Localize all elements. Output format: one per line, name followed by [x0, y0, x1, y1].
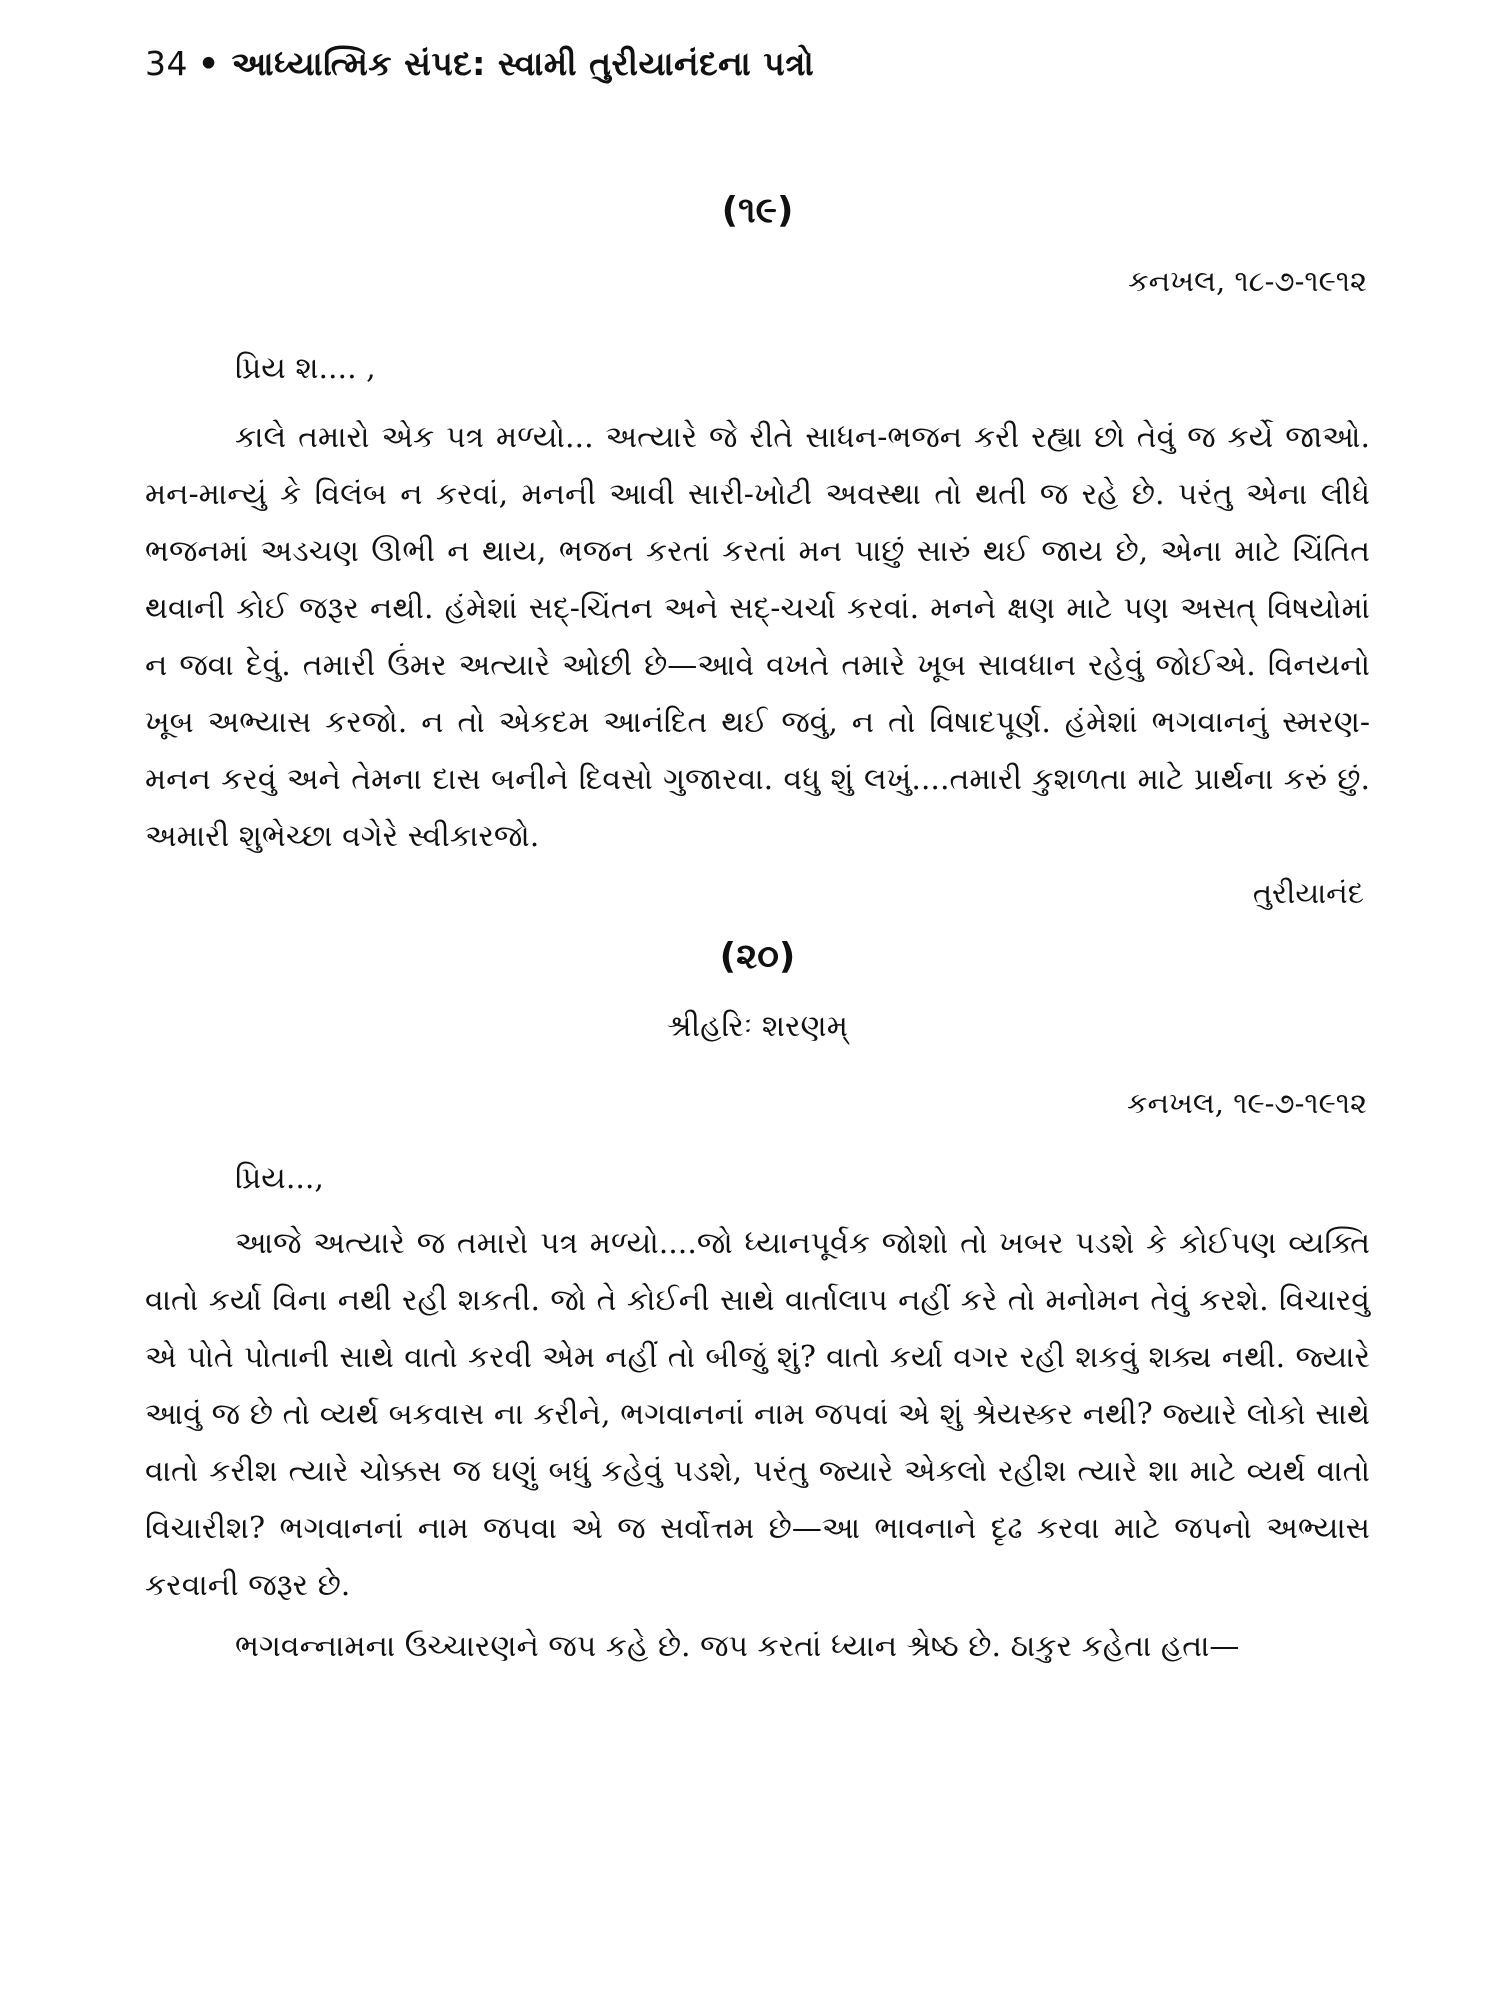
letter-salutation: પ્રિય શ.... , — [235, 351, 376, 386]
running-header — [145, 44, 1370, 84]
header-bullet: • — [198, 44, 220, 83]
letter-salutation: પ્રિય..., — [235, 1161, 324, 1196]
letter-20 — [145, 935, 1370, 1675]
letter-signature: તુરીયાનંદ — [1252, 876, 1364, 910]
letter-body-paragraph: ભગવન્નામના ઉચ્ચારણને જપ કહે છે. જપ કરતાં ધ્યાન શ્રેષ્ઠ છે. ઠાકુર કહેતા હતા— — [235, 1629, 1240, 1664]
letter-19 — [145, 189, 1370, 913]
letter-dateline: કનખલ, ૧૯-૭-૧૯૧૨ — [1126, 1086, 1367, 1120]
page-number: 34 — [145, 44, 188, 83]
letter-number: (૧૯) — [721, 190, 794, 231]
letter-invocation: શ્રીહરિઃ શરણમ્ — [667, 1009, 848, 1044]
book-title: આધ્યાત્મિક સંપદ: સ્વામી તુરીયાનંદના પત્રો — [231, 44, 815, 83]
letter-dateline: કનખલ, ૧૮-૭-૧૯૧૨ — [1128, 264, 1367, 298]
letter-body-paragraph: કાલે તમારો એક પત્ર મળ્યો... અત્યારે જે રીતે સાધન-ભજન કરી રહ્યા છો તેવું જ કર્યે જાઓ. મન-માન્યું કે વિલંબ ન કરવાં, મનની આવી સારી-ખોટી અવસ્થા તો થતી જ રહે છે. પરંતુ એના લીધે ભજનમાં અડચણ ઊભી ન થાય, ભજન કરતાં કરતાં મન પાછું સારું થઈ જાય છે, એના માટે ચિંતિત થવાની કોઈ જરૂર નથી. હંમેશાં સદ્-ચિંતન અને સદ્-ચર્ચા કરવાં. મનને ક્ષણ માટે પણ અસત્ વિષયોમાં ન જવા દેવું. તમારી ઉંમર અત્યારે ઓછી છે—આવે વખતે તમારે ખૂબ સાવધાન રહેવું જોઈએ. વિનયનો ખૂબ અભ્યાસ કરજો. ન તો એકદમ આનંદિત થઈ જવું, ન તો વિષાદપૂર્ણ. હંમેશાં ભગવાનનું સ્મરણ-મનન કરવું અને તેમના દાસ બનીને દિવસો ગુજારવા. વધુ શું લખું....તમારી કુશળતા માટે પ્રાર્થના કરું છું. અમારી શુભેચ્છા વગેરે સ્વીકારજો. — [145, 420, 1370, 854]
letter-number: (૨૦) — [719, 936, 796, 977]
letter-body-paragraph: આજે અત્યારે જ તમારો પત્ર મળ્યો....જો ધ્યાનપૂર્વક જોશો તો ખબર પડશે કે કોઈપણ વ્યક્તિ વાતો કર્યા વિના નથી રહી શકતી. જો તે કોઈની સાથે વાર્તાલાપ નહીં કરે તો મનોમન તેવું કરશે. વિચારવું એ પોતે પોતાની સાથે વાતો કરવી એમ નહીં તો બીજું શું? વાતો કર્યા વગર રહી શકવું શક્ય નથી. જ્યારે આવું જ છે તો વ્યર્થ બકવાસ ના કરીને, ભગવાનનાં નામ જપવાં એ શું શ્રેયસ્કર નથી? જ્યારે લોકો સાથે વાતો કરીશ ત્યારે ચોક્કસ જ ઘણું બધું કહેવું પડશે, પરંતુ જ્યારે એકલો રહીશ ત્યારે શા માટે વ્યર્થ વાતો વિચારીશ? ભગવાનનાં નામ જપવા એ જ સર્વોત્તમ છે—આ ભાવનાને દૃઢ કરવા માટે જપનો અભ્યાસ કરવાની જરૂર છે. — [145, 1226, 1370, 1603]
